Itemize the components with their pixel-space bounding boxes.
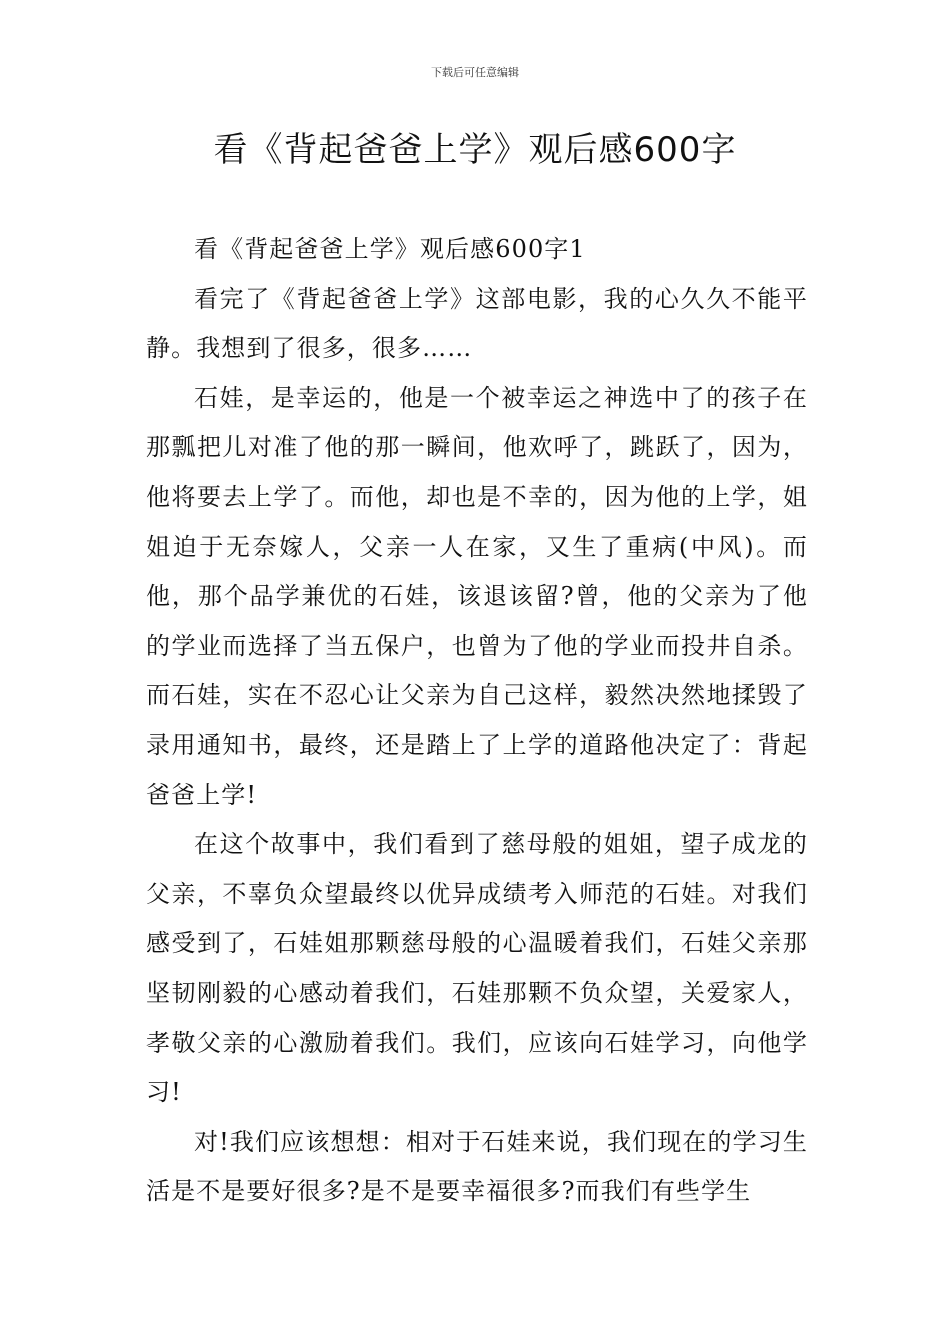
paragraph-4: 对!我们应该想想：相对于石娃来说，我们现在的学习生活是不是要好很多?是不是要幸福很多?而我们有些学生 — [146, 1127, 808, 1206]
document-title: 看《背起爸爸上学》观后感600字 — [213, 130, 737, 170]
paragraph-2: 石娃，是幸运的，他是一个被幸运之神选中了的孩子在那瓢把儿对准了他的那一瞬间，他欢呼了，跳跃了，因为，他将要去上学了。而他，却也是不幸的，因为他的上学，姐姐迫于无奈嫁人，父亲一人在家，又生了重病(中风)。而他，那个品学兼优的石娃，该退该留?曾，他的父亲为了他的学业而选择了当五保户，也曾为了他的学业而投井自杀。而石娃，实在不忍心让父亲为自己这样，毅然决然地揉毁了录用通知书，最终，还是踏上了上学的道路他决定了：背起爸爸上学! — [146, 383, 808, 809]
paragraph-3: 在这个故事中，我们看到了慈母般的姐姐，望子成龙的父亲，不辜负众望最终以优异成绩考入师范的石娃。对我们感受到了，石娃姐那颗慈母般的心温暖着我们，石娃父亲那坚韧刚毅的心感动着我们，石娃那颗不负众望，关爱家人，孝敬父亲的心激励着我们。我们，应该向石娃学习，向他学习! — [146, 830, 808, 1107]
paragraph-subtitle: 看《背起爸爸上学》观后感600字1 — [194, 235, 586, 263]
document-body — [146, 225, 808, 1217]
header-note: 下载后可任意编辑 — [431, 66, 519, 79]
paragraph-1: 看完了《背起爸爸上学》这部电影，我的心久久不能平静。我想到了很多，很多…… — [146, 284, 808, 363]
